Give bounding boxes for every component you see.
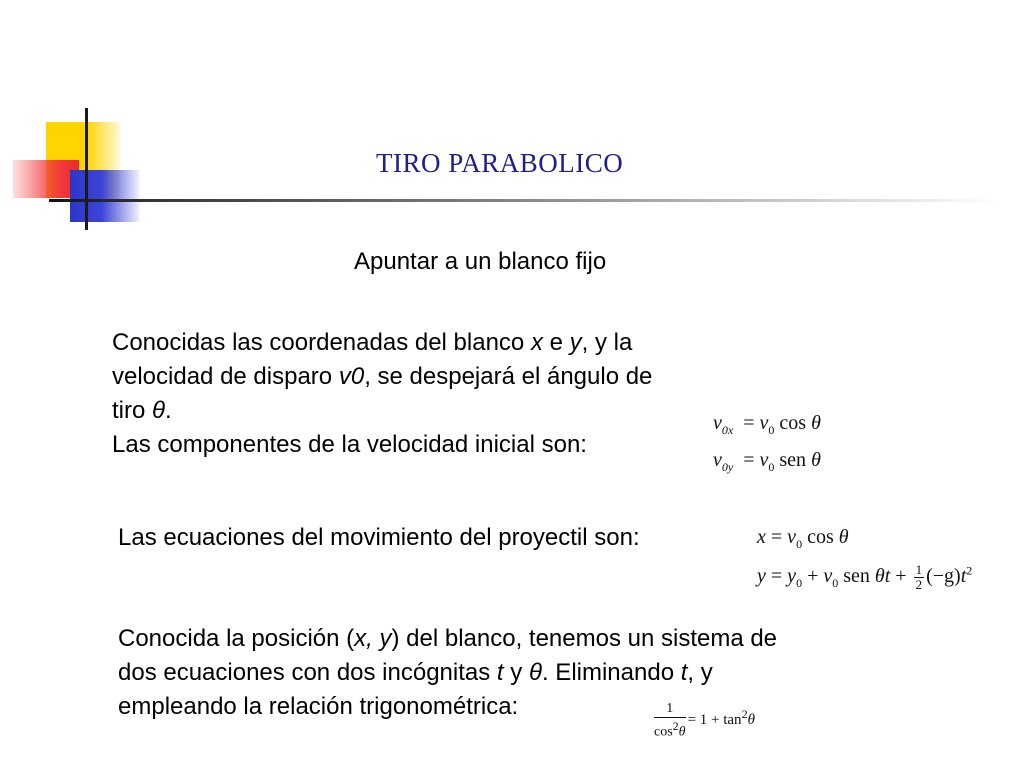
slide-title: TIRO PARABOLICO [376, 148, 624, 178]
intro-line-4: Las componentes de la velocidad inicial son: [112, 431, 587, 458]
equation-v0x: $v_{0x} = v_0$ cos θ [713, 412, 821, 437]
elimination-line-3: empleando la relación trigonométrica: [118, 693, 519, 720]
one-half-fraction: $\frac{1}{2}$ [915, 562, 923, 592]
elimination-line-1: Conocida la posición (x, y) del blanco, tenemos un sistema de [118, 625, 778, 652]
intro-line-1: Conocidas las coordenadas del blanco x e y, y la [112, 329, 633, 356]
slide-subtitle: Apuntar a un blanco fijo [354, 248, 607, 275]
intro-line-2: velocidad de disparo v0, se despejará el ángulo de [112, 363, 653, 390]
intro-paragraph [112, 326, 652, 462]
intro-line-3: tiro θ. [112, 397, 172, 424]
equation-trig-identity: $\frac{1}{\cos^2\theta}$ = $1 + \tan^2\theta$ [654, 701, 755, 740]
equation-x-position: $x = v_0$ cos θ [757, 526, 849, 551]
elimination-line-2: dos ecuaciones con dos incógnitas t y θ. Eliminando t, y [118, 659, 713, 686]
equation-y-position: $y = y_0 + v_0$ sen θt + $\frac{1}{2}$ $(-g)t^2$ [757, 562, 973, 592]
logo-vertical-line [85, 108, 88, 230]
trig-fraction: $\frac{1}{\cos^2\theta}$ [654, 701, 686, 740]
title-divider-line [49, 199, 1000, 202]
motion-paragraph: Las ecuaciones del movimiento del proyectil son: [118, 524, 640, 551]
equation-v0y: $v_{0y} = v_0$ sen θ [713, 449, 821, 474]
logo-blue-square [70, 170, 140, 222]
